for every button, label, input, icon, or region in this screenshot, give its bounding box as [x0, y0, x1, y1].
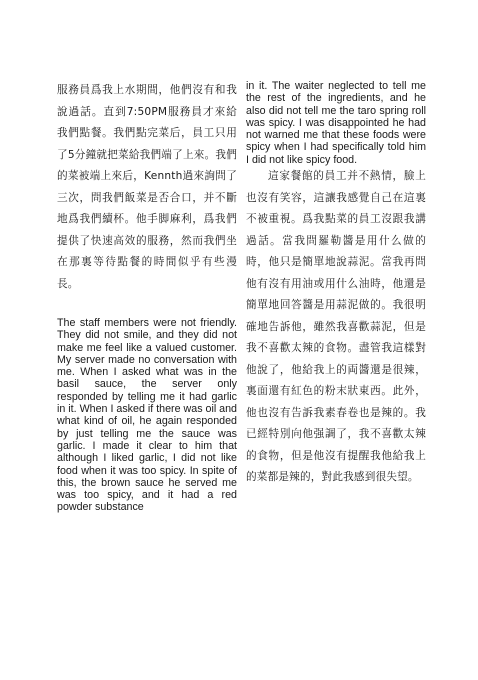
chinese-paragraph-right: 這家餐館的員工并不熱情，臉上也沒有笑容，這讓我感覺自己在這裏不被重視。爲我點菜的員工沒跟我講過話。當我問羅勒醬是用什么做的時，他只是簡單地說蒜泥。當我再問他有沒有用油或用什么油時，他還是簡單地回答醬是用蒜泥做的。我很明確地告訴他，雖然我喜歡蒜泥，但是我不喜歡太辣的食物。盡管我這樣對他說了，他給我上的両醬還是很辣，裏面還有紅色的粉末狀東西。此外，他也沒有告訴我素春卷也是辣的。我已經特別向他强調了，我不喜歡太辣的食物，但是他沒有提醒我他給我上的菜都是辣的，對此我感到很失望。 [246, 170, 426, 484]
english-paragraph-left: The staff members were not friendly. They did not smile, and they did not make me feel like a valued customer. My server made no conversation with me. When I asked what was in the basil sauce, the server only responded by telling me it had garlic in it. When I asked if there was oil and what kind of oil, he again responded by just telling me the sauce was garlic. I made it clear to him that although I liked garlic, I did not like food when it was too spicy. In spite of this, the brown sauce he served me was too spicy, and it had a red powder substance [57, 317, 237, 514]
chinese-paragraph-left: 服務員爲我上水期間，他們沒有和我說過話。直到7:50PM服務員才來給我們點餐。我們點完菜后，員工只用了5分鐘就把菜給我們端了上來。我們的菜被端上來后，Kennth過來詢問了三次，問我們飯菜是否合口，并不斷地爲我們續杯。他手脚麻利，爲我們提供了快速高效的服務，然而我們坐在那裏等待點餐的時間似乎有些漫長。 [57, 84, 237, 290]
english-paragraph-right: in it. The waiter neglected to tell me the rest of the ingredients, and he also did not tell me the taro spring roll was spicy. I was disappointed he had not warned me that these foods were spicy when I had specifically told him I did not like spicy food. [246, 80, 426, 166]
left-column [57, 80, 237, 514]
right-column [246, 80, 426, 489]
